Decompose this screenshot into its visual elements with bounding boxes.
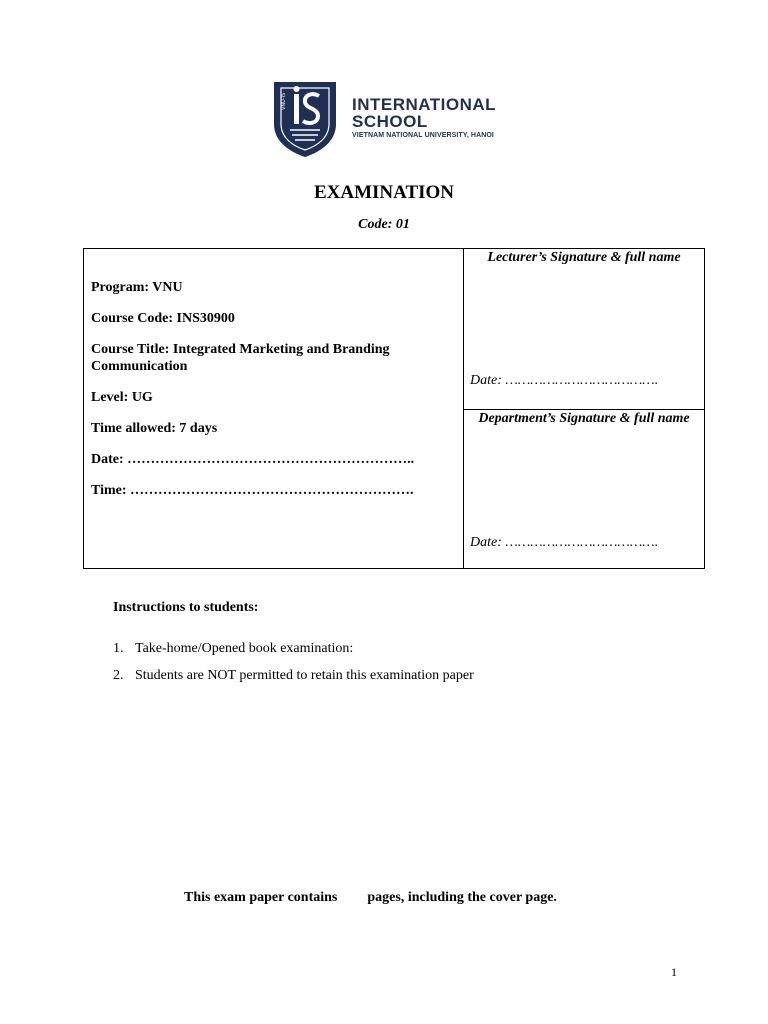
page-number: 1: [671, 965, 677, 979]
page-count-note: [184, 890, 557, 906]
course-title-field: Course Title: Integrated Marketing and Branding Communication: [91, 342, 390, 374]
course-code-field: Course Code: INS30900: [91, 311, 235, 326]
list-item: [113, 640, 474, 657]
list-item-text: Students are NOT permitted to retain this examination paper: [135, 668, 474, 683]
instructions-list: [113, 640, 474, 694]
school-logo: [272, 80, 504, 158]
list-item-text: Take-home/Opened book examination:: [135, 641, 354, 656]
logo-text: [352, 96, 496, 141]
time-allowed-field: Time allowed: 7 days: [91, 421, 218, 436]
svg-text:VNU-IS: VNU-IS: [281, 92, 287, 110]
list-item: [113, 667, 474, 684]
instructions-title: Instructions to students:: [113, 600, 259, 615]
time-field: Time: …………………………………………………….: [91, 483, 414, 498]
page-count-note-start: This exam paper contains: [184, 890, 338, 905]
list-item-number: 2.: [113, 668, 124, 683]
shield-icon: [272, 80, 338, 158]
page-count-note-end: pages, including the cover page.: [367, 890, 557, 905]
logo-line-school: SCHOOL: [352, 112, 428, 131]
lecturer-date-field: Date: ……………………………….: [470, 373, 659, 388]
list-item-number: 1.: [113, 641, 124, 656]
level-field: Level: UG: [91, 390, 153, 405]
course-info: [91, 279, 451, 513]
department-date-field: Date: ……………………………….: [470, 535, 659, 550]
exam-info-table: [83, 248, 705, 569]
date-field: Date: ……………………………………………………..: [91, 452, 415, 467]
department-signature-heading: Department’s Signature & full name: [478, 411, 690, 426]
exam-code: Code: 01: [358, 217, 410, 232]
document-title: EXAMINATION: [313, 182, 455, 203]
logo-line-university: VIETNAM NATIONAL UNIVERSITY, HANOI: [352, 132, 494, 139]
lecturer-signature-heading: Lecturer’s Signature & full name: [487, 250, 681, 265]
logo-line-international: INTERNATIONAL: [352, 95, 497, 114]
program-field: Program: VNU: [91, 280, 183, 295]
